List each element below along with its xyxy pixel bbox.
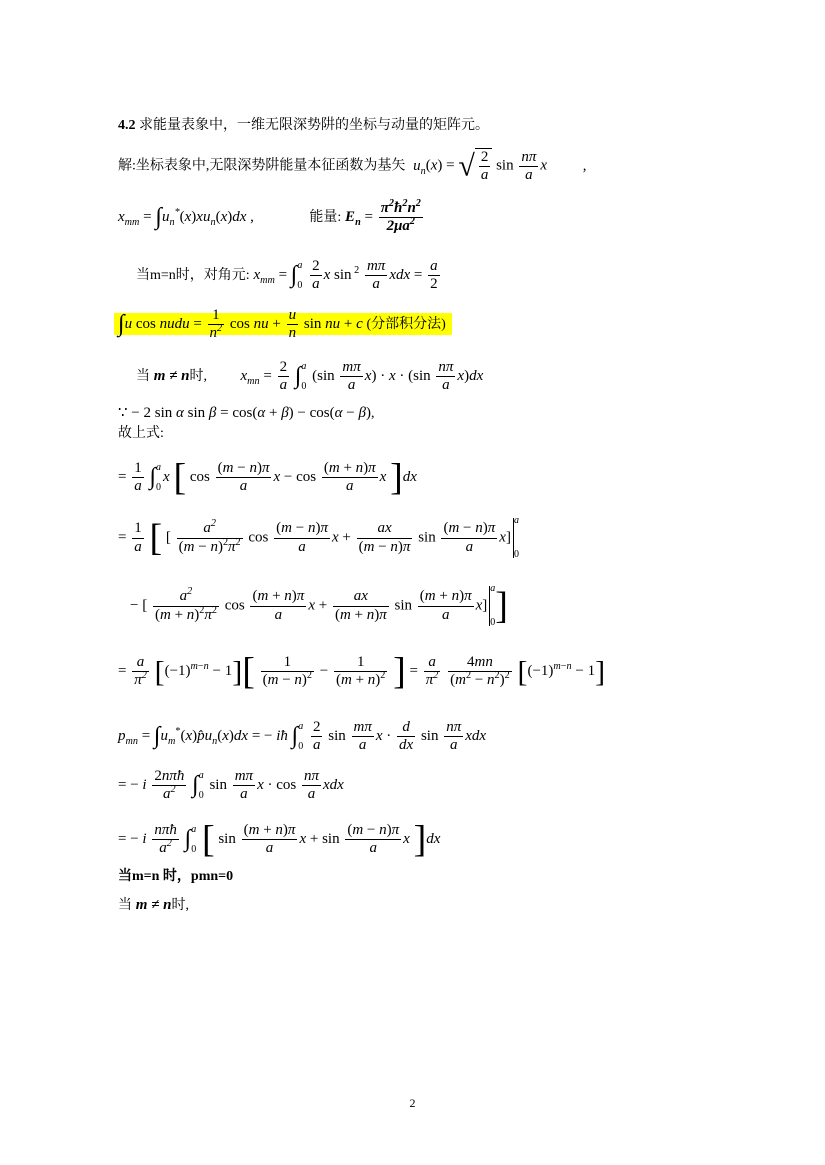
offdiag-label: 时,	[189, 369, 207, 385]
highlighted-formula: ∫u cos nudu = $\frac{1}{n^2}$ cos nu + $\frac{u}{n}$ sin nu + c (分部积分法)	[114, 313, 452, 335]
expansion-line-1: = $\frac{1}{a}$ ∫ a 0 x [ cos $\frac{(m - n)\pi}{a}$ x − cos $\frac{(m + n)\pi}{a}$ x ]dx	[118, 456, 417, 499]
problem-number: 4.2	[118, 118, 136, 133]
problem-text: 求能量表象中，一维无限深势阱的坐标与动量的矩阵元。	[139, 118, 489, 133]
x-mn-result-line: = $\frac{a}{\pi^2}$ $[(-1)^{m-n} - 1]$[ $\frac{1}{(m - n)^2}$ − $\frac{1}{(m + n)^2}$ ] = $\frac{a}{\pi^2}$ $\frac{4mn}{(m^2 - n^2)^2}$ $[(-1)^{m-n} - 1]$	[118, 650, 606, 693]
expansion-line-3: − [ $\frac{a^2}{(m + n)^2\pi^2}$ cos $\frac{(m + n)\pi}{a}$ x + $\frac{ax}{(m + n)\pi}$ sin $\frac{(m + n)\pi}{a}$ x] a 0 ]	[130, 583, 508, 628]
integral-note: (分部积分法)	[366, 317, 446, 333]
expansion-line-2: = $\frac{1}{a}$ [ [ $\frac{a^2}{(m - n)^2\pi^2}$ cos $\frac{(m - n)\pi}{a}$ x + $\frac{ax}{(m - n)\pi}$ sin $\frac{(m - n)\pi}{a}$ x] a 0	[118, 515, 519, 560]
trig-identity-line: ∵ − 2 sin α sin β = cos(α + β) − cos(α − β),	[118, 405, 375, 421]
p-offdiag-label: 时,	[171, 898, 189, 913]
p-mn-line-2: = − i 2nπħ $a^2$ ∫ a 0 sin $\frac{m\pi}{a}$ x · cos $\frac{n\pi}{a}$ xdx	[118, 768, 344, 803]
x-mm-definition-line: $x_{mm} = \int u_n^*(x)xu_n(x)dx$ , 能量: $E_n$ = $\frac{\pi^2ħ^2n^2}{2\mu a^2}$	[118, 198, 421, 235]
page-number: 2	[409, 1096, 416, 1110]
energy-label: 能量:	[309, 210, 342, 226]
p-mn-definition-line: $p_{mn}$ = $\int u_m^*(x)p̂u_n(x)dx$ = − iħ ∫ a 0 $\frac{2}{a}$ sin $\frac{m\pi}{a}$ x · $\frac{d}{dx}$ sin $\frac{n\pi}{a}$ xdx	[118, 719, 487, 754]
solution-intro-line: 解:坐标表象中,无限深势阱能量本征函数为基矢 $u_n(x)$ = √ $\frac{2}{a}$ sin $\frac{n\pi}{a}$ x ,	[118, 148, 587, 184]
diagonal-element-line: 当m=n时，对角元: $x_{mm}$ = ∫ a 0 $\frac{2}{a}$ x sin $^2$ $\frac{m\pi}{a}$ xdx = $\frac{a}{2}$	[136, 258, 438, 293]
integration-by-parts-formula	[118, 307, 452, 343]
p-mn-line-3: = − i nπħ $a^2$ ∫ a 0 [ sin $\frac{(m + n)\pi}{a}$ x + sin $\frac{(m - n)\pi}{a}$ x ]dx	[118, 818, 441, 861]
sqrt-expression: √ $\frac{2}{a}$	[458, 148, 492, 185]
hence-label: 故上式:	[118, 426, 164, 441]
diagonal-label: 当m=n时，对角元:	[136, 268, 250, 284]
offdiagonal-element-line: 当 m ≠ n时, $x_{mn}$ = $\frac{2}{a}$ ∫ a 0 (sin $\frac{m\pi}{a}$ x) · x · (sin $\frac{n\pi}{a}$ x)dx	[136, 359, 484, 394]
p-offdiagonal-line: 当 m ≠ n时,	[118, 897, 189, 913]
identity-comma: ,	[370, 406, 375, 421]
problem-statement	[118, 119, 489, 133]
solution-intro-text: 解:坐标表象中,无限深势阱能量本征函数为基矢	[118, 158, 406, 174]
p-diagonal-result: 当m=n 时，pmn=0	[118, 869, 234, 884]
